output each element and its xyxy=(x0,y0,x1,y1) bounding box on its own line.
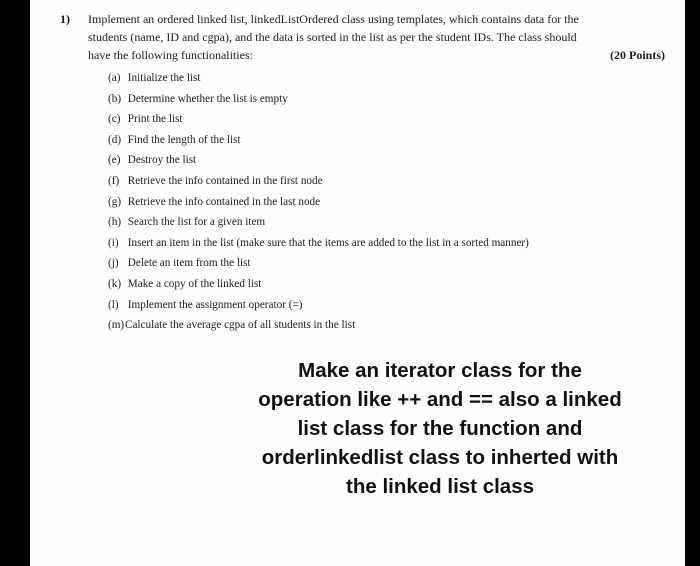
item-text: Print the list xyxy=(127,113,183,126)
functionality-list xyxy=(60,68,665,336)
item-text: Destroy the list xyxy=(127,154,197,167)
list-item xyxy=(108,212,665,233)
item-label: (k) xyxy=(108,277,122,290)
item-text: Initialize the list xyxy=(127,72,201,84)
points-label: (20 Points) xyxy=(610,48,665,62)
question-statement xyxy=(60,10,665,64)
item-label: (h) xyxy=(108,216,122,229)
item-label: (g) xyxy=(108,195,122,208)
list-item xyxy=(108,315,665,336)
list-item xyxy=(108,192,665,213)
item-text: Retrieve the info contained in the last node xyxy=(127,195,321,208)
list-item xyxy=(108,274,665,295)
item-label: (f) xyxy=(108,174,120,187)
note-line: list class for the function and xyxy=(297,417,583,440)
item-label: (j) xyxy=(108,257,119,270)
list-item xyxy=(108,68,665,89)
question-line-with-points xyxy=(88,46,665,64)
item-text: Insert an item in the list (make sure that the items are added to the list in a sorted manner) xyxy=(127,236,529,249)
list-item xyxy=(108,295,665,316)
document-page xyxy=(30,0,685,566)
item-label: (c) xyxy=(108,113,121,126)
list-item xyxy=(108,150,665,171)
item-label: (i) xyxy=(108,236,119,249)
item-label: (e) xyxy=(108,154,121,167)
question-line: students (name, ID and cgpa), and the data is sorted in the list as per the student IDs. The class should xyxy=(88,30,577,44)
note-line: Make an iterator class for the xyxy=(298,359,582,382)
list-item xyxy=(108,233,665,254)
list-item xyxy=(108,253,665,274)
item-text: Find the length of the list xyxy=(127,133,241,146)
item-text: Retrieve the info contained in the first node xyxy=(127,174,323,187)
item-label: (l) xyxy=(108,298,119,311)
question-number: 1) xyxy=(60,12,70,26)
item-label: (b) xyxy=(108,92,122,105)
list-item xyxy=(108,109,665,130)
question-block xyxy=(60,10,665,336)
list-item xyxy=(108,89,665,110)
list-item xyxy=(108,130,665,151)
item-text: Determine whether the list is empty xyxy=(127,92,288,105)
item-label: (m) xyxy=(108,319,125,332)
item-text: Calculate the average cgpa of all students in the list xyxy=(125,319,356,332)
item-text: Delete an item from the list xyxy=(127,257,251,270)
question-line: have the following functionalities: xyxy=(88,48,253,62)
note-line: orderlinkedlist class to inherted with xyxy=(261,446,619,469)
handwritten-request-note xyxy=(220,356,660,501)
item-text: Search the list for a given item xyxy=(127,216,266,229)
item-label: (a) xyxy=(108,72,121,84)
item-text: Implement the assignment operator (=) xyxy=(127,298,303,311)
item-label: (d) xyxy=(108,133,122,146)
list-item xyxy=(108,171,665,192)
question-line: Implement an ordered linked list, linkedListOrdered class using templates, which contains data for the xyxy=(88,12,579,26)
note-line: operation like ++ and == also a linked xyxy=(258,388,622,411)
item-text: Make a copy of the linked list xyxy=(127,277,262,290)
note-line: the linked list class xyxy=(346,475,534,498)
